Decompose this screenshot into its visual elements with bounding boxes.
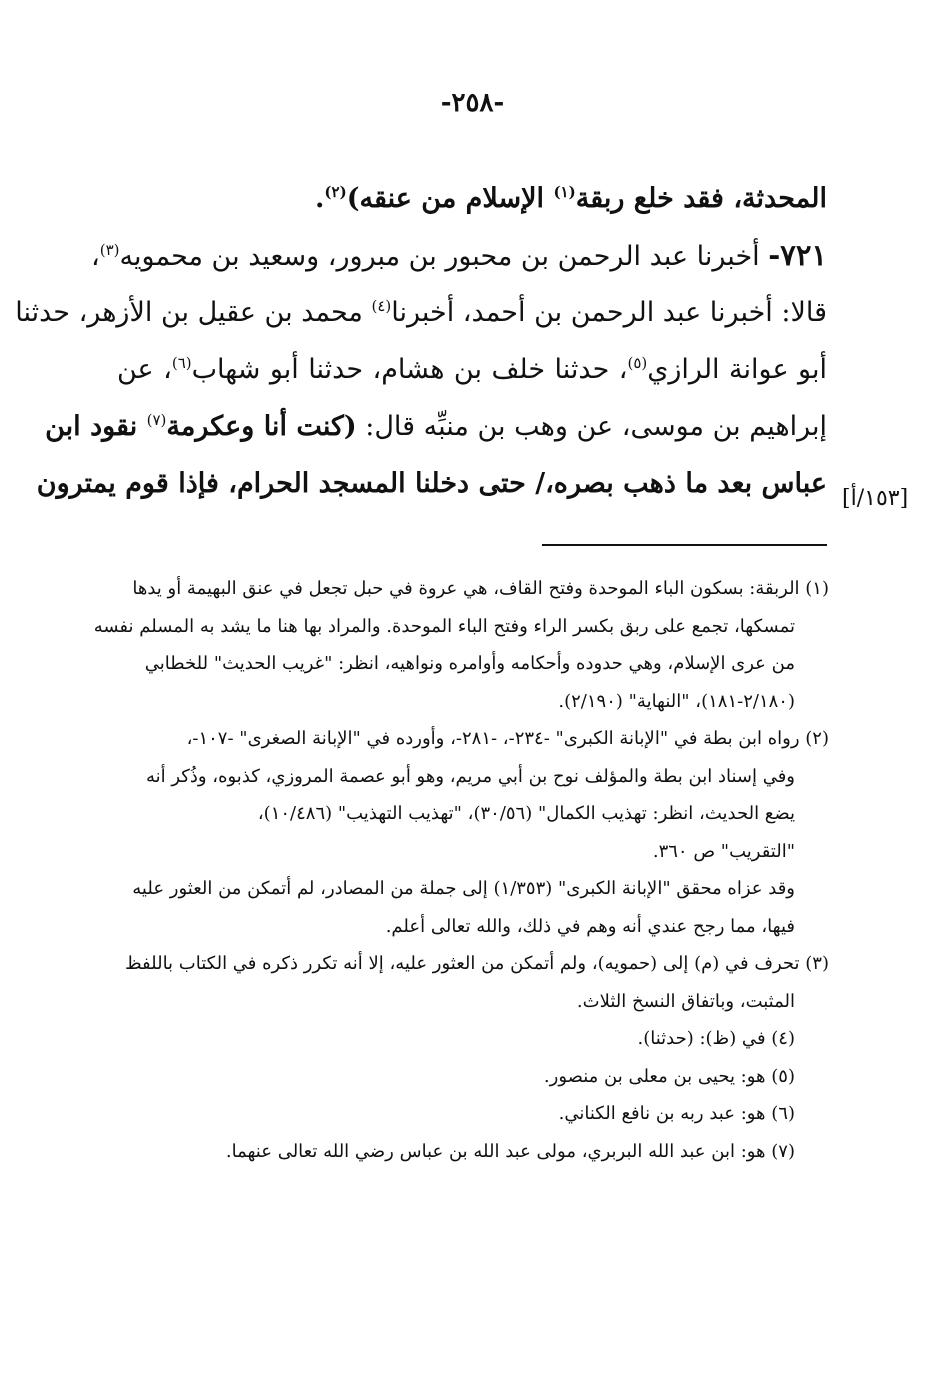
text-segment-bold: (كنت أنا وعكرمة <box>166 411 357 442</box>
footnote-marker: (١) <box>553 183 576 201</box>
main-line-5 <box>45 398 827 455</box>
footnote-marker: (٦) <box>171 354 192 372</box>
footnote-marker: (٢) <box>324 183 347 201</box>
footnote-line: من عرى الإسلام، وهي حدوده وأحكامه وأوامره ونواهيه، انظر: "غريب الحديث" للخطابي <box>144 653 795 674</box>
text-segment: الإسلام من عنقه) <box>346 183 554 214</box>
footnote-line: (١) الربقة: بسكون الباء الموحدة وفتح القاف، هي عروة في حبل تجعل في عنق البهيمة أو يدها <box>132 578 829 599</box>
main-line-2 <box>91 227 827 284</box>
footnote-3 <box>117 945 829 1020</box>
footnote-line: فيها، مما رجح عندي أنه وهم في ذلك، والله تعالى أعلم. <box>385 915 795 937</box>
text-segment: إبراهيم بن موسى، عن وهب بن منبِّه قال: <box>356 411 827 442</box>
footnote-line: (٣) تحرف في (م) إلى (حمويه)، ولم أتمكن من العثور عليه، إلا أنه تكرر ذكره في الكتاب باللفظ <box>124 953 829 974</box>
text-segment: ، حدثنا خلف بن هشام، حدثنا أبو شهاب <box>191 354 628 385</box>
page-number: -٢٥٨- <box>440 88 505 118</box>
main-text <box>15 170 828 512</box>
footnote-line: المثبت، وباتفاق النسخ الثلاث. <box>576 990 795 1012</box>
margin-folio-reference: [١٥٣/أ] <box>842 486 909 511</box>
footnote-line: وفي إسناد ابن بطة والمؤلف نوح بن أبي مريم، وهو أبو عصمة المروزي، كذبوه، وذُكر أنه <box>145 765 795 787</box>
footnote-marker: (٧) <box>146 411 167 429</box>
footnote-line: وقد عزاه محقق "الإبانة الكبرى" (١/٣٥٣) إلى جملة من المصادر، لم أتمكن من العثور عليه <box>132 878 795 899</box>
text-segment: أخبرنا عبد الرحمن بن محبور بن مبرور، وسعيد بن محمويه <box>119 241 769 272</box>
main-line-6 <box>36 455 827 512</box>
main-line-3 <box>15 284 827 341</box>
text-segment: ، عن <box>117 354 172 385</box>
footnote-line: (٢) رواه ابن بطة في "الإبانة الكبرى" -٢٣٤-، -٢٨١-، وأورده في "الإبانة الصغرى" -١٠٧-، <box>186 728 829 749</box>
footnote-6: (٦) هو: عبد ربه بن نافع الكناني. <box>558 1103 795 1124</box>
text-segment: . <box>315 183 325 214</box>
text-segment: قالا: أخبرنا عبد الرحمن بن أحمد، أخبرنا <box>391 297 827 328</box>
footnote-marker: (٣) <box>99 241 120 259</box>
text-segment-bold: عباس بعد ما ذهب بصره،/ حتى دخلنا المسجد الحرام، فإذا قوم يمترون <box>36 468 827 499</box>
footnote-marker: (٥) <box>627 354 648 372</box>
footnote-5: (٥) هو: يحيى بن معلى بن منصور. <box>543 1065 795 1087</box>
text-segment: المحدثة، فقد خلع ربقة <box>575 183 827 214</box>
main-line-4 <box>117 341 827 398</box>
footnote-7: (٧) هو: ابن عبد الله البربري، مولى عبد الله بن عباس رضي الله تعالى عنهما. <box>225 1140 795 1162</box>
footnote-line: "التقريب" ص ٣٦٠. <box>652 840 795 862</box>
footnote-separator <box>542 544 827 546</box>
text-segment: محمد بن عقيل بن الأزهر، حدثنا <box>15 297 372 328</box>
text-segment-bold: نقود ابن <box>45 411 147 442</box>
text-segment: ، <box>91 241 100 272</box>
footnote-1 <box>93 570 829 720</box>
text-segment: أبو عوانة الرازي <box>647 354 828 385</box>
footnote-line: (٢/١٨٠-١٨١)، "النهاية" (٢/١٩٠). <box>558 690 795 712</box>
footnote-2 <box>117 720 829 945</box>
footnote-line: تمسكها، تجمع على ربق بكسر الراء وفتح الباء الموحدة. والمراد بها هنا ما يشد به المسلم نفسه <box>93 615 795 637</box>
footnote-marker: (٤) <box>371 297 392 315</box>
footnote-4: (٤) في (ظ): (حدثنا). <box>637 1028 795 1049</box>
footnotes <box>93 570 829 1170</box>
footnote-line: يضع الحديث، انظر: تهذيب الكمال" (٣٠/٥٦)، "تهذيب التهذيب" (١٠/٤٨٦)، <box>257 803 795 824</box>
main-line-1 <box>117 170 827 227</box>
hadith-number: ٧٢١- <box>768 238 827 272</box>
